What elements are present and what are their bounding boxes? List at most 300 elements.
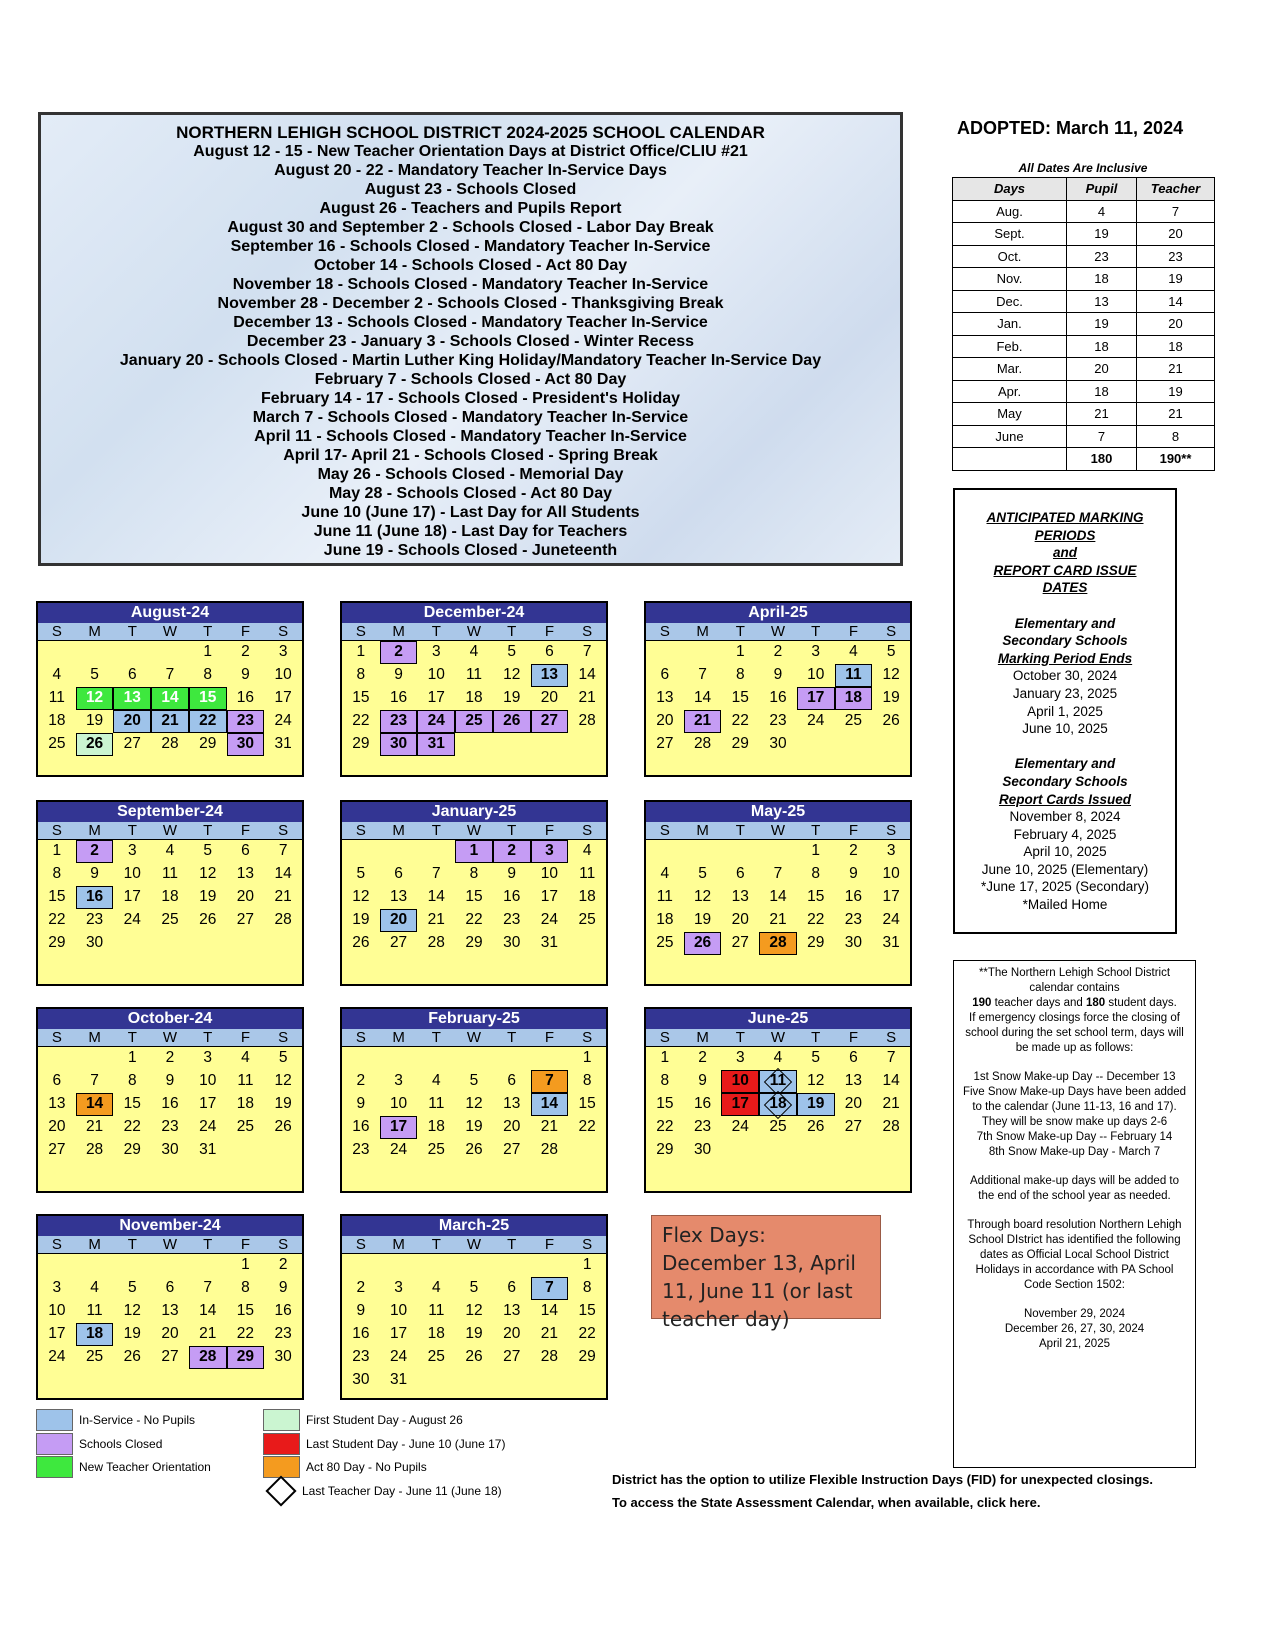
day-cell: 5 bbox=[90, 666, 99, 683]
day-cell: 22 bbox=[465, 911, 483, 928]
month-title: March-25 bbox=[342, 1216, 606, 1236]
teacher-cell: 19 bbox=[1137, 268, 1215, 291]
weekday-header bbox=[646, 1029, 910, 1047]
calendar-header-box bbox=[38, 112, 903, 566]
weekday-label: S bbox=[278, 822, 289, 839]
weekday-label: W bbox=[466, 822, 482, 839]
day-cell: 1 bbox=[582, 1256, 592, 1273]
table-row bbox=[953, 403, 1215, 426]
note-text: 7th Snow Make-up Day -- February 14 bbox=[976, 1131, 1173, 1143]
day-cell: 11 bbox=[656, 888, 673, 905]
day-cell: 6 bbox=[660, 666, 670, 683]
empty-cell bbox=[531, 1254, 569, 1277]
legend-label: Schools Closed bbox=[79, 1437, 163, 1451]
weekday-label: T bbox=[203, 822, 213, 839]
day-cell: 18 bbox=[759, 1093, 797, 1116]
day-cell: 23 bbox=[769, 712, 787, 729]
day-cell: 26 bbox=[274, 1118, 292, 1135]
day-cell: 13 bbox=[389, 888, 408, 905]
day-cell: 28 bbox=[274, 911, 292, 928]
legend-item-orientation bbox=[36, 1456, 211, 1478]
month-calendar bbox=[644, 1007, 912, 1193]
day-cell: 10 bbox=[427, 666, 445, 683]
legend-item-act80 bbox=[263, 1456, 427, 1478]
day-cell: 22 bbox=[48, 911, 66, 928]
day-cell: 28 bbox=[85, 1141, 104, 1158]
event-line: September 16 - Schools Closed - Mandatory Teacher In-Service bbox=[230, 238, 711, 255]
weekday-label: T bbox=[735, 822, 745, 839]
day-cell: 16 bbox=[693, 1095, 712, 1112]
note-text: **The Northern Lehigh School District calendar contains bbox=[978, 967, 1171, 994]
day-cell: 4 bbox=[431, 1072, 441, 1089]
day-cell: 27 bbox=[503, 1348, 521, 1365]
weekday-label: W bbox=[770, 623, 786, 640]
day-cell: 26 bbox=[123, 1348, 141, 1365]
weekday-header bbox=[38, 1029, 302, 1047]
legend-label: Act 80 Day - No Pupils bbox=[306, 1460, 427, 1474]
student-days-count: 180 bbox=[1086, 997, 1106, 1009]
pupil-cell: 19 bbox=[1067, 313, 1137, 336]
marking-heading: PERIODS bbox=[1034, 527, 1096, 543]
day-cell: 24 bbox=[417, 710, 455, 733]
day-cell: 10 bbox=[389, 1302, 408, 1319]
legend-label: First Student Day - August 26 bbox=[306, 1413, 463, 1427]
legend-swatch bbox=[36, 1433, 73, 1455]
day-cell: 19 bbox=[85, 712, 104, 729]
day-cell: 8 bbox=[582, 1072, 592, 1089]
event-line: February 14 - 17 - Schools Closed - President's Holiday bbox=[260, 390, 681, 407]
day-cell: 15 bbox=[731, 689, 749, 706]
day-cell: 21 bbox=[540, 1325, 559, 1342]
day-cell: 11 bbox=[161, 865, 179, 882]
day-cell: 3 bbox=[811, 643, 821, 660]
day-cell: 4 bbox=[90, 1279, 99, 1296]
day-cell: 29 bbox=[465, 934, 483, 951]
section-subtitle: Marking Period Ends bbox=[997, 650, 1133, 666]
day-cell: 16 bbox=[844, 888, 863, 905]
month-title: August-24 bbox=[38, 603, 302, 623]
day-cell: 9 bbox=[90, 865, 99, 882]
day-cell: 14 bbox=[274, 865, 292, 882]
day-cell: 17 bbox=[797, 687, 835, 710]
day-cell: 18 bbox=[427, 1118, 445, 1135]
teacher-cell: 8 bbox=[1137, 425, 1215, 448]
day-cell: 28 bbox=[189, 1346, 227, 1369]
day-cell: 12 bbox=[807, 1072, 825, 1089]
empty-cell bbox=[493, 1047, 531, 1070]
empty-cell bbox=[684, 641, 722, 664]
day-cell: 14 bbox=[540, 1302, 559, 1319]
weekday-label: T bbox=[811, 623, 821, 640]
day-cell: 8 bbox=[203, 666, 213, 683]
day-cell: 23 bbox=[161, 1118, 179, 1135]
day-grid bbox=[646, 840, 910, 955]
day-cell: 15 bbox=[578, 1095, 596, 1112]
assessment-link[interactable]: To access the State Assessment Calendar, when available, click here. bbox=[612, 1495, 1041, 1510]
teacher-cell: 23 bbox=[1137, 245, 1215, 268]
weekday-label: T bbox=[431, 623, 441, 640]
pupil-cell: 21 bbox=[1067, 403, 1137, 426]
day-cell: 26 bbox=[465, 1348, 483, 1365]
day-cell: 6 bbox=[241, 842, 250, 859]
month-cell: Jan. bbox=[953, 313, 1067, 336]
day-cell: 25 bbox=[455, 710, 493, 733]
day-cell: 17 bbox=[389, 1325, 408, 1342]
month-calendar bbox=[36, 800, 304, 986]
day-cell: 14 bbox=[531, 1093, 569, 1116]
table-row bbox=[953, 200, 1215, 223]
weekday-label: T bbox=[735, 1029, 745, 1046]
weekday-header bbox=[342, 1029, 606, 1047]
day-cell: 17 bbox=[721, 1093, 759, 1116]
weekday-label: T bbox=[203, 1236, 213, 1253]
day-cell: 2 bbox=[356, 1279, 366, 1296]
day-grid bbox=[38, 1047, 302, 1162]
report-date: April 10, 2025 bbox=[1023, 844, 1107, 860]
day-cell: 15 bbox=[656, 1095, 674, 1112]
day-cell: 28 bbox=[882, 1118, 900, 1135]
day-cell: 8 bbox=[735, 666, 745, 683]
day-cell: 20 bbox=[731, 911, 749, 928]
day-cell: 3 bbox=[531, 840, 569, 863]
weekday-label: S bbox=[278, 1236, 289, 1253]
weekday-label: S bbox=[582, 623, 593, 640]
weekday-label: T bbox=[127, 822, 137, 839]
day-cell: 6 bbox=[165, 1279, 175, 1296]
event-line: April 17- April 21 - Schools Closed - Spring Break bbox=[283, 447, 658, 464]
weekday-label: W bbox=[162, 623, 178, 640]
day-cell: 21 bbox=[540, 1118, 559, 1135]
teacher-total: 190** bbox=[1137, 448, 1215, 471]
day-cell: 21 bbox=[151, 710, 189, 733]
weekday-label: T bbox=[431, 1236, 441, 1253]
teacher-cell: 21 bbox=[1137, 358, 1215, 381]
day-cell: 9 bbox=[507, 865, 517, 882]
weekday-label: F bbox=[848, 1029, 858, 1046]
report-date: *June 17, 2025 (Secondary) bbox=[980, 879, 1150, 895]
day-cell: 12 bbox=[882, 666, 900, 683]
day-cell: 30 bbox=[503, 934, 521, 951]
event-line: November 18 - Schools Closed - Mandatory Teacher In-Service bbox=[232, 276, 709, 293]
day-cell: 25 bbox=[48, 735, 66, 752]
pupil-cell: 19 bbox=[1067, 223, 1137, 246]
day-cell: 13 bbox=[844, 1072, 863, 1089]
pupil-cell: 23 bbox=[1067, 245, 1137, 268]
weekday-label: M bbox=[88, 1236, 101, 1253]
weekday-label: S bbox=[886, 822, 897, 839]
day-cell: 31 bbox=[274, 735, 292, 752]
days-count-table bbox=[952, 177, 1215, 471]
day-cell: 19 bbox=[352, 911, 370, 928]
pupil-cell: 18 bbox=[1067, 335, 1137, 358]
weekday-header bbox=[342, 822, 606, 840]
day-cell: 20 bbox=[236, 888, 255, 905]
day-cell: 9 bbox=[278, 1279, 288, 1296]
day-cell: 23 bbox=[274, 1325, 292, 1342]
day-cell: 4 bbox=[582, 842, 592, 859]
weekday-label: M bbox=[88, 1029, 101, 1046]
empty-cell bbox=[380, 840, 418, 863]
day-cell: 17 bbox=[123, 888, 141, 905]
day-cell: 16 bbox=[236, 689, 255, 706]
teacher-cell: 7 bbox=[1137, 200, 1215, 223]
note-fragment: student days. bbox=[1105, 997, 1177, 1009]
teacher-cell: 20 bbox=[1137, 223, 1215, 246]
day-cell: 23 bbox=[844, 911, 863, 928]
weekday-label: T bbox=[811, 1029, 821, 1046]
marking-heading: REPORT CARD ISSUE bbox=[993, 562, 1137, 578]
day-cell: 19 bbox=[465, 1118, 483, 1135]
day-cell: 28 bbox=[427, 934, 445, 951]
day-cell: 13 bbox=[161, 1302, 179, 1319]
weekday-label: S bbox=[659, 623, 670, 640]
day-cell: 13 bbox=[531, 664, 569, 687]
day-cell: 22 bbox=[352, 712, 370, 729]
weekday-label: T bbox=[507, 1029, 517, 1046]
day-cell: 22 bbox=[807, 911, 825, 928]
day-cell: 7 bbox=[203, 1279, 213, 1296]
weekday-label: S bbox=[51, 822, 62, 839]
day-cell: 27 bbox=[48, 1141, 66, 1158]
legend-swatch bbox=[36, 1409, 73, 1431]
day-cell: 5 bbox=[886, 643, 896, 660]
day-cell: 4 bbox=[431, 1279, 441, 1296]
marking-heading: and bbox=[1052, 545, 1077, 561]
day-cell: 7 bbox=[886, 1049, 896, 1066]
weekday-label: F bbox=[240, 822, 250, 839]
marking-date: April 1, 2025 bbox=[1027, 703, 1103, 719]
day-cell: 13 bbox=[503, 1302, 521, 1319]
weekday-label: F bbox=[240, 1236, 250, 1253]
day-cell: 12 bbox=[693, 888, 712, 905]
day-cell: 31 bbox=[389, 1371, 408, 1388]
weekday-label: M bbox=[392, 1236, 405, 1253]
day-cell: 4 bbox=[469, 643, 479, 660]
month-cell: June bbox=[953, 425, 1067, 448]
day-cell: 13 bbox=[656, 689, 674, 706]
day-cell: 25 bbox=[656, 934, 674, 951]
day-cell: 12 bbox=[465, 1302, 483, 1319]
legend-item-last-student bbox=[263, 1433, 505, 1455]
empty-cell bbox=[113, 641, 151, 664]
day-cell: 28 bbox=[578, 712, 596, 729]
table-row bbox=[953, 313, 1215, 336]
flex-days-box: Flex Days: December 13, April 11, June 11 (or last teacher day) bbox=[651, 1215, 881, 1319]
day-cell: 16 bbox=[503, 888, 521, 905]
day-cell: 20 bbox=[844, 1095, 863, 1112]
weekday-label: W bbox=[162, 1236, 178, 1253]
day-cell: 5 bbox=[278, 1049, 288, 1066]
day-cell: 21 bbox=[427, 911, 445, 928]
weekday-header bbox=[38, 822, 302, 840]
month-cell: Oct. bbox=[953, 245, 1067, 268]
pupil-total: 180 bbox=[1067, 448, 1137, 471]
event-line: August 26 - Teachers and Pupils Report bbox=[319, 200, 622, 217]
table-total-row bbox=[953, 448, 1215, 471]
day-cell: 10 bbox=[199, 1072, 217, 1089]
day-cell: 29 bbox=[352, 735, 370, 752]
day-grid bbox=[38, 1254, 302, 1369]
day-cell: 5 bbox=[698, 865, 707, 882]
day-cell: 15 bbox=[465, 888, 483, 905]
weekday-label: W bbox=[466, 1029, 482, 1046]
event-line: December 23 - January 3 - Schools Closed - Winter Recess bbox=[246, 333, 695, 350]
day-cell: 26 bbox=[684, 932, 722, 955]
day-cell: 25 bbox=[85, 1348, 104, 1365]
month-calendar bbox=[36, 601, 304, 777]
day-cell: 6 bbox=[849, 1049, 858, 1066]
marking-heading: ANTICIPATED MARKING bbox=[986, 510, 1144, 525]
day-cell: 4 bbox=[849, 643, 858, 660]
day-cell: 19 bbox=[882, 689, 900, 706]
empty-cell bbox=[151, 1254, 189, 1277]
day-cell: 6 bbox=[52, 1072, 62, 1089]
weekday-label: M bbox=[88, 822, 101, 839]
teacher-cell: 21 bbox=[1137, 403, 1215, 426]
day-cell: 3 bbox=[431, 643, 441, 660]
calendar-title: NORTHERN LEHIGH SCHOOL DISTRICT 2024-2025 SCHOOL CALENDAR bbox=[176, 123, 765, 142]
day-cell: 25 bbox=[769, 1118, 787, 1135]
day-cell: 27 bbox=[731, 934, 749, 951]
day-cell: 21 bbox=[199, 1325, 217, 1342]
event-line: August 12 - 15 - New Teacher Orientation Days at District Office/CLIU #21 bbox=[193, 143, 748, 160]
day-cell: 11 bbox=[759, 1070, 797, 1093]
day-cell: 5 bbox=[203, 842, 213, 859]
weekday-label: T bbox=[127, 1236, 137, 1253]
day-cell: 5 bbox=[356, 865, 366, 882]
day-cell: 19 bbox=[465, 1325, 483, 1342]
day-cell: 2 bbox=[698, 1049, 707, 1066]
day-cell: 27 bbox=[656, 735, 674, 752]
weekday-label: S bbox=[582, 822, 593, 839]
note-text: Additional make-up days will be added to the end of the school year as needed. bbox=[969, 1175, 1180, 1202]
legend-swatch bbox=[263, 1433, 300, 1455]
day-cell: 10 bbox=[389, 1095, 408, 1112]
day-cell: 29 bbox=[807, 934, 825, 951]
weekday-label: S bbox=[278, 623, 289, 640]
day-cell: 17 bbox=[427, 689, 445, 706]
event-line: May 26 - Schools Closed - Memorial Day bbox=[317, 466, 624, 483]
day-cell: 27 bbox=[123, 735, 141, 752]
day-cell: 15 bbox=[578, 1302, 596, 1319]
notes-box bbox=[953, 960, 1196, 1468]
day-cell: 4 bbox=[165, 842, 175, 859]
day-cell: 26 bbox=[352, 934, 370, 951]
day-cell: 7 bbox=[531, 1070, 569, 1093]
day-cell: 24 bbox=[731, 1118, 749, 1135]
event-line: December 13 - Schools Closed - Mandatory Teacher In-Service bbox=[233, 314, 708, 331]
pupil-cell: 13 bbox=[1067, 290, 1137, 313]
day-cell: 24 bbox=[48, 1348, 66, 1365]
day-cell: 27 bbox=[503, 1141, 521, 1158]
day-cell: 13 bbox=[731, 888, 749, 905]
day-cell: 6 bbox=[507, 1072, 517, 1089]
day-cell: 14 bbox=[693, 689, 712, 706]
empty-cell bbox=[38, 1254, 76, 1277]
weekday-label: T bbox=[431, 822, 441, 839]
day-cell: 25 bbox=[236, 1118, 255, 1135]
day-grid bbox=[342, 840, 606, 955]
day-cell: 1 bbox=[356, 643, 366, 660]
weekday-label: W bbox=[770, 1029, 786, 1046]
day-cell: 21 bbox=[684, 710, 722, 733]
day-cell: 23 bbox=[380, 710, 418, 733]
empty-cell bbox=[38, 641, 76, 664]
report-date: *Mailed Home bbox=[1022, 897, 1108, 913]
day-cell: 18 bbox=[835, 687, 873, 710]
month-calendar bbox=[644, 601, 912, 777]
day-cell: 10 bbox=[540, 865, 559, 882]
section-title: Secondary Schools bbox=[1002, 773, 1128, 789]
month-title: November-24 bbox=[38, 1216, 302, 1236]
event-line: November 28 - December 2 - Schools Closed - Thanksgiving Break bbox=[217, 295, 724, 312]
day-cell: 6 bbox=[127, 666, 137, 683]
day-cell: 17 bbox=[48, 1325, 66, 1342]
holiday-date: November 29, 2024 bbox=[1023, 1308, 1125, 1320]
day-cell: 30 bbox=[161, 1141, 179, 1158]
day-cell: 26 bbox=[807, 1118, 825, 1135]
weekday-label: S bbox=[582, 1236, 593, 1253]
month-cell: May bbox=[953, 403, 1067, 426]
table-row bbox=[953, 223, 1215, 246]
day-cell: 12 bbox=[123, 1302, 141, 1319]
empty-cell bbox=[342, 1047, 380, 1070]
day-cell: 26 bbox=[76, 733, 114, 756]
day-cell: 16 bbox=[769, 689, 787, 706]
teacher-cell: 19 bbox=[1137, 380, 1215, 403]
month-cell: Mar. bbox=[953, 358, 1067, 381]
month-cell: Nov. bbox=[953, 268, 1067, 291]
holiday-date: April 21, 2025 bbox=[1039, 1338, 1110, 1350]
table-row bbox=[953, 380, 1215, 403]
day-cell: 17 bbox=[380, 1116, 418, 1139]
day-cell: 4 bbox=[773, 1049, 783, 1066]
note-text: Through board resolution Northern Lehigh School DIstrict has identified the following dates as Official Local School District Holidays in accordance with PA School Code Section 1502: bbox=[967, 1219, 1182, 1291]
teacher-cell: 18 bbox=[1137, 335, 1215, 358]
day-cell: 29 bbox=[227, 1346, 265, 1369]
day-cell: 28 bbox=[540, 1141, 559, 1158]
day-cell: 15 bbox=[123, 1095, 141, 1112]
day-cell: 23 bbox=[352, 1141, 370, 1158]
column-header: Days bbox=[953, 178, 1067, 201]
month-calendar bbox=[36, 1214, 304, 1400]
weekday-label: S bbox=[51, 1029, 62, 1046]
weekday-label: S bbox=[51, 623, 62, 640]
day-cell: 22 bbox=[656, 1118, 674, 1135]
day-cell: 12 bbox=[352, 888, 370, 905]
day-cell: 9 bbox=[165, 1072, 175, 1089]
day-cell: 10 bbox=[274, 666, 292, 683]
day-cell: 20 bbox=[540, 689, 559, 706]
weekday-label: M bbox=[392, 822, 405, 839]
day-cell: 3 bbox=[278, 643, 288, 660]
weekday-label: W bbox=[466, 1236, 482, 1253]
day-cell: 4 bbox=[52, 666, 62, 683]
day-cell: 29 bbox=[48, 934, 66, 951]
day-cell: 21 bbox=[882, 1095, 900, 1112]
day-cell: 22 bbox=[578, 1325, 596, 1342]
day-cell: 9 bbox=[356, 1095, 366, 1112]
day-cell: 3 bbox=[394, 1279, 403, 1296]
table-row bbox=[953, 268, 1215, 291]
day-cell: 20 bbox=[48, 1118, 66, 1135]
day-cell: 29 bbox=[656, 1141, 674, 1158]
day-cell: 11 bbox=[579, 865, 596, 882]
day-cell: 29 bbox=[578, 1348, 596, 1365]
day-grid bbox=[342, 1047, 606, 1162]
weekday-label: S bbox=[886, 623, 897, 640]
weekday-label: W bbox=[770, 822, 786, 839]
